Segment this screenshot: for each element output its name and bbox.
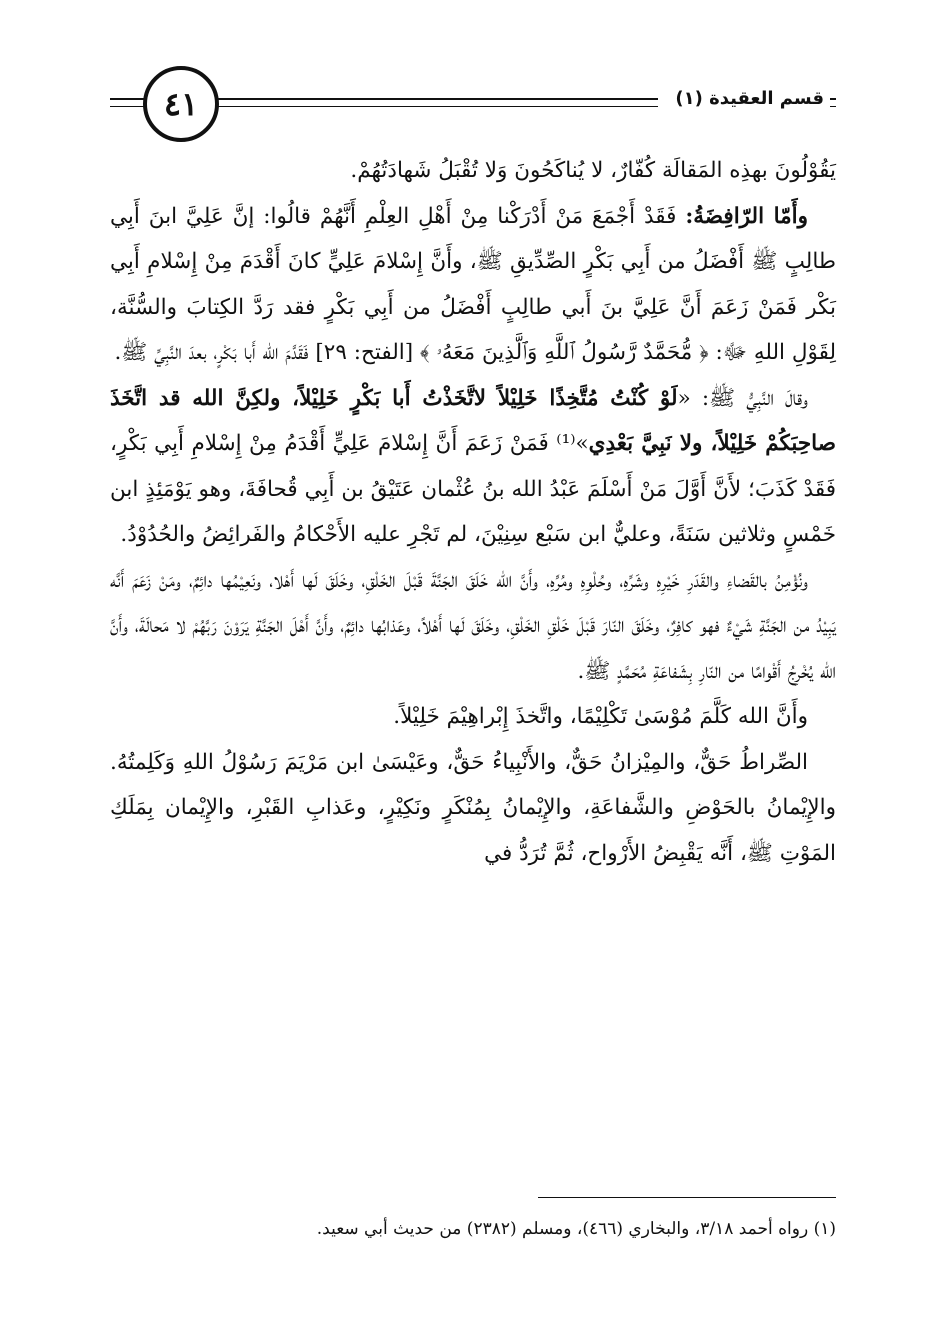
paragraph-5: وأَنَّ الله كَلَّمَ مُوْسَىٰ تَكْلِيْمًا، واتَّخذَ إِبْراهِيْمَ خَلِيْلاً. [393, 704, 808, 729]
paragraph-3-intro: وقالَ النَّبِيُّ ﷺ: « [677, 385, 808, 411]
hadith-quote: لَوْ كُنْتُ مُتَّخِذًا خَلِيْلاً لاتَّخَذْتُ أَبا بَكْرٍ خَلِيْلاً، ولكِنَّ الله قد اتَّخَذَ صاحِبَكُمْ خَلِيْلاً، ولا نَبِيَّ بَعْدِي [110, 385, 836, 456]
paragraph-3 [110, 376, 836, 558]
paragraph-1: يَقُوْلُونَ بهذِه المَقالَة كُفّارٌ، لا يُناكَحُونَ وَلا تُقْبَلُ شَهادَتُهُمْ. [350, 158, 836, 183]
footnote-reference: »⁽¹⁾ [556, 431, 589, 456]
main-text [110, 148, 836, 876]
paragraph-2 [110, 194, 836, 376]
paragraph-2-lead: وأَمّا الرّافِضَةُ: [685, 203, 808, 229]
paragraph-3-rest: فَمَنْ زَعَمَ أَنَّ إِسْلامَ عَلِيٍّ أَقْدَمُ مِنْ إِسْلامِ أَبِي بَكْرٍ، فَقَدْ كَذَبَ؛ لأَنَّ أَوَّلَ مَنْ أَسْلَمَ عَبْدُ الله بنُ عُثْمان عَتَيْقُ بن أَبِي قُحافَةَ، وهو يَوْمَئِذٍ ابن خَمْسٍ وثلاثين سَنَةً، وعليٌّ ابن سَبْع سِنِيْنَ، لم تَجْرِ عليه الأَحْكامُ والفَرائِضُ والحُدُوْدُ. [110, 431, 836, 547]
header-rule-left-top [110, 98, 146, 100]
paragraph-4: ونُؤْمِنُ بالقَضاءِ والقَدَرِ خَيْرِهِ وشَرِّهِ، وحُلْوِهِ ومُرِّهِ، وأَنَّ الله خَلَقَ الجَنَّةَ قَبْلَ الخَلْقِ، وخَلَقَ لَها أَهْلا، ونَعِيْمُها دائِمٌ، ومَنْ زَعَمَ أَنَّه يَبِيْدُ من الجَنَّةِ شَيْءٌ فهو كافِرٌ، وخَلَقَ النّارَ قَبْلَ خَلْقِ الخَلْقِ، وخَلَقَ لَها أَهْلاً، وعَذابُها دائِمٌ، وأَنَّ أَهْلَ الجَنَّةِ يَرَوْنَ رَبَّهُمْ لا مَحالَةَ، وأَنَّ الله يُخْرِجُ أَقْوامًا من النّارِ بِشَفاعَةِ مُحَمَّدٍ ﷺ. [110, 567, 836, 684]
page-number: ٤١ [143, 66, 219, 142]
footnote: (١) رواه أحمد ٣/١٨، والبخاري (٤٦٦)، ومسلم (٢٣٨٢) من حديث أبي سعيد. [316, 1219, 836, 1239]
paragraph-2-text: فَقَدْ أَجْمَعَ مَنْ أَدْرَكْنا مِنْ أَهْلِ العِلْمِ أَنَّهُمْ قالُوا: إنَّ عَلِيَّ ابنَ أَبِي طالِبٍ ﷺ أَفْضَلُ من أَبِي بَكْرٍ الصِّدِّيقِ ﷺ، وأَنَّ إِسْلامَ عَلِيٍّ كانَ أَقْدَمَ مِنْ إِسْلامِ أَبِي بَكْر فَمَنْ زَعَمَ أَنَّ عَلِيَّ بنَ أَبي طالِبٍ أَفْضَلُ من أَبِي بَكْرٍ فقد رَدَّ الكِتابَ والسُّنَّة، لِقَوْلِ اللهِ ﷻ: ﴿ مُّحَمَّدٌ رَّسُولُ ٱللَّهِ وَٱلَّذِينَ مَعَهُۥ ﴾ [الفتح: ٢٩] فَقَدَّمَ الله أَبا بَكْرٍ، بعدَ النَّبِيِّ ﷺ. [110, 203, 836, 365]
paragraph-6: الصِّراطُ حَقٌّ، والمِيْزانُ حَقٌّ، والأَنْبِياءُ حَقٌّ، وعَيْسَىٰ ابن مَرْيَمَ رَسُوْلُ اللهِ وَكَلِمتُهُ. والإِيْمانُ بالحَوْضِ والشَّفاعَةِ، والإِيْمانُ بِمُنْكَرٍ ونَكِيْرٍ، وعَذابِ القَبْرِ، والإِيْمان بِمَلَكِ المَوْتِ ﷺ، أَنَّه يَقْبِضُ الأَرْواح، ثُمَّ تُرَدُّ في [110, 749, 836, 866]
footnote-separator [538, 1197, 836, 1198]
header-rule-left-bottom [110, 106, 146, 107]
section-title: قسم العقيدة (١) [658, 88, 830, 109]
